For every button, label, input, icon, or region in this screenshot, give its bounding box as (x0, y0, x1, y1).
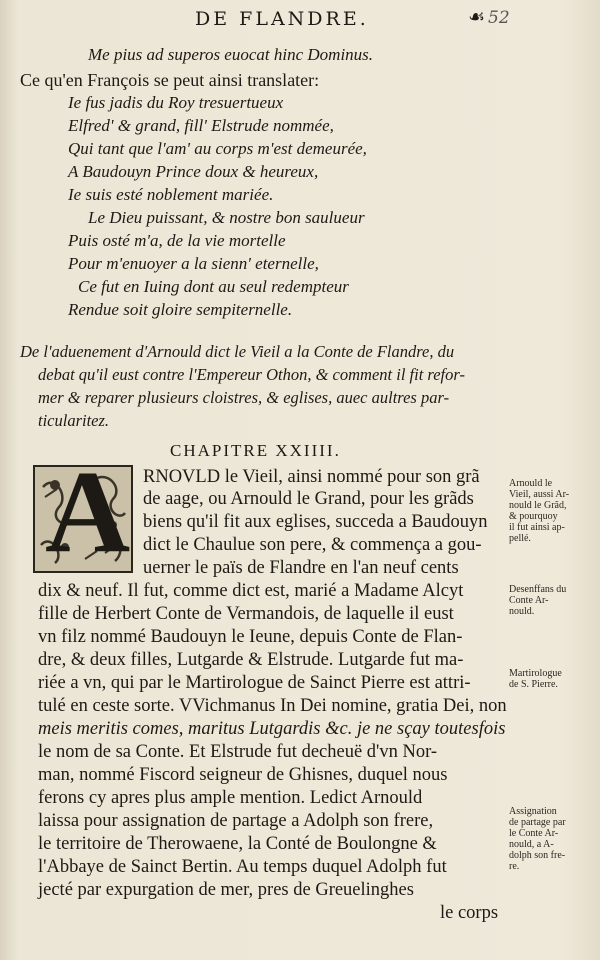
margin-note: Martirologue de S. Pierre. (509, 668, 562, 690)
fleuron-icon: ☙ (468, 6, 486, 28)
body-line: RNOVLD le Vieil, ainsi nommé pour son grã (143, 467, 480, 487)
page-number: 52 (488, 8, 510, 28)
verse-line: Ie fus jadis du Roy tresuertueux (68, 93, 284, 112)
chapter-summary-line: debat qu'il eust contre l'Empereur Othon, & comment il fit refor- (38, 365, 465, 384)
drop-cap-letter: A (45, 446, 131, 577)
translation-intro: Ce qu'en François se peut ainsi translater: (20, 70, 320, 90)
body-line: uerner le païs de Flandre en l'an neuf cents (143, 558, 459, 578)
verse-line: A Baudouyn Prince doux & heureux, (68, 162, 319, 181)
body-line: laissa pour assignation de partage a Adolph son frere, (38, 811, 434, 831)
verse-line: Le Dieu puissant, & nostre bon saulueur (88, 208, 365, 227)
chapter-heading: CHAPITRE XXIIII. (170, 441, 341, 460)
body-line: dix & neuf. Il fut, comme dict est, marié a Madame Alcyt (38, 581, 464, 601)
body-line: biens qu'il fit aux eglises, succeda a Baudouyn (143, 512, 488, 532)
running-title: DE FLANDRE. (195, 8, 369, 30)
chapter-summary-line: mer & reparer plusieurs cloistres, & eglises, auec aultres par- (38, 388, 450, 407)
body-line: vn filz nommé Baudouyn le Ieune, depuis Conte de Flan- (38, 627, 463, 647)
body-line: man, nommé Fiscord seigneur de Ghisnes, duquel nous (38, 765, 448, 785)
body-line: l'Abbaye de Sainct Bertin. Au temps duquel Adolph fut (38, 857, 447, 877)
catchword: le corps (440, 903, 499, 923)
drop-cap (33, 446, 133, 577)
verse-line: Puis osté m'a, de la vie mortelle (68, 231, 286, 250)
body-line: fille de Herbert Conte de Vermandois, de laquelle il eust (38, 604, 454, 624)
verse-line: Ce fut en Iuing dont au seul redempteur (78, 277, 349, 296)
body-line: ferons cy apres plus ample mention. Ledict Arnould (38, 788, 423, 808)
body-line: meis meritis comes, maritus Lutgardis &c. je ne sçay toutesfois (38, 719, 506, 739)
body-line: le nom de sa Conte. Et Elstrude fut decheuë d'vn Nor- (38, 742, 438, 762)
verse-line: Qui tant que l'am' au corps m'est demeurée, (68, 139, 367, 158)
verse-line: Ie suis esté noblement mariée. (68, 185, 274, 204)
latin-verse: Me pius ad superos euocat hinc Dominus. (88, 45, 374, 64)
verse-line: Rendue soit gloire sempiternelle. (68, 300, 293, 319)
body-line: tulé en ceste sorte. VVichmanus In Dei nomine, gratia Dei, non (38, 696, 507, 716)
body-line: jecté par expurgation de mer, pres de Greuelinghes (38, 880, 414, 900)
body-line: de aage, ou Arnould le Grand, pour les grãds (143, 489, 474, 509)
chapter-summary-line: ticularitez. (38, 411, 110, 430)
margin-note: Arnould le Vieil, aussi Ar- nould le Grãd, & pourquoy il fut ainsi ap- pellé. (509, 478, 570, 544)
page-header (0, 6, 600, 32)
verse-line: Pour m'enuoyer a la sienn' eternelle, (68, 254, 319, 273)
margin-note: Desenffans du Conte Ar- nould. (509, 584, 567, 617)
body-line: le territoire de Therowaene, la Conté de Boulongne & (38, 834, 437, 854)
body-line: dict le Chaulue son pere, & commença a gou- (143, 535, 482, 555)
chapter-summary-line: De l'aduenement d'Arnould dict le Vieil a la Conte de Flandre, du (20, 342, 455, 361)
margin-note: Assignation de partage par le Conte Ar- nould, a A- dolph son fre- re. (509, 806, 566, 872)
body-line: dre, & deux filles, Lutgarde & Elstrude. Lutgarde fut ma- (38, 650, 464, 670)
body-line: riée a vn, qui par le Martirologue de Sainct Pierre est attri- (38, 673, 471, 693)
verse-line: Elfred' & grand, fill' Elstrude nommée, (68, 116, 334, 135)
